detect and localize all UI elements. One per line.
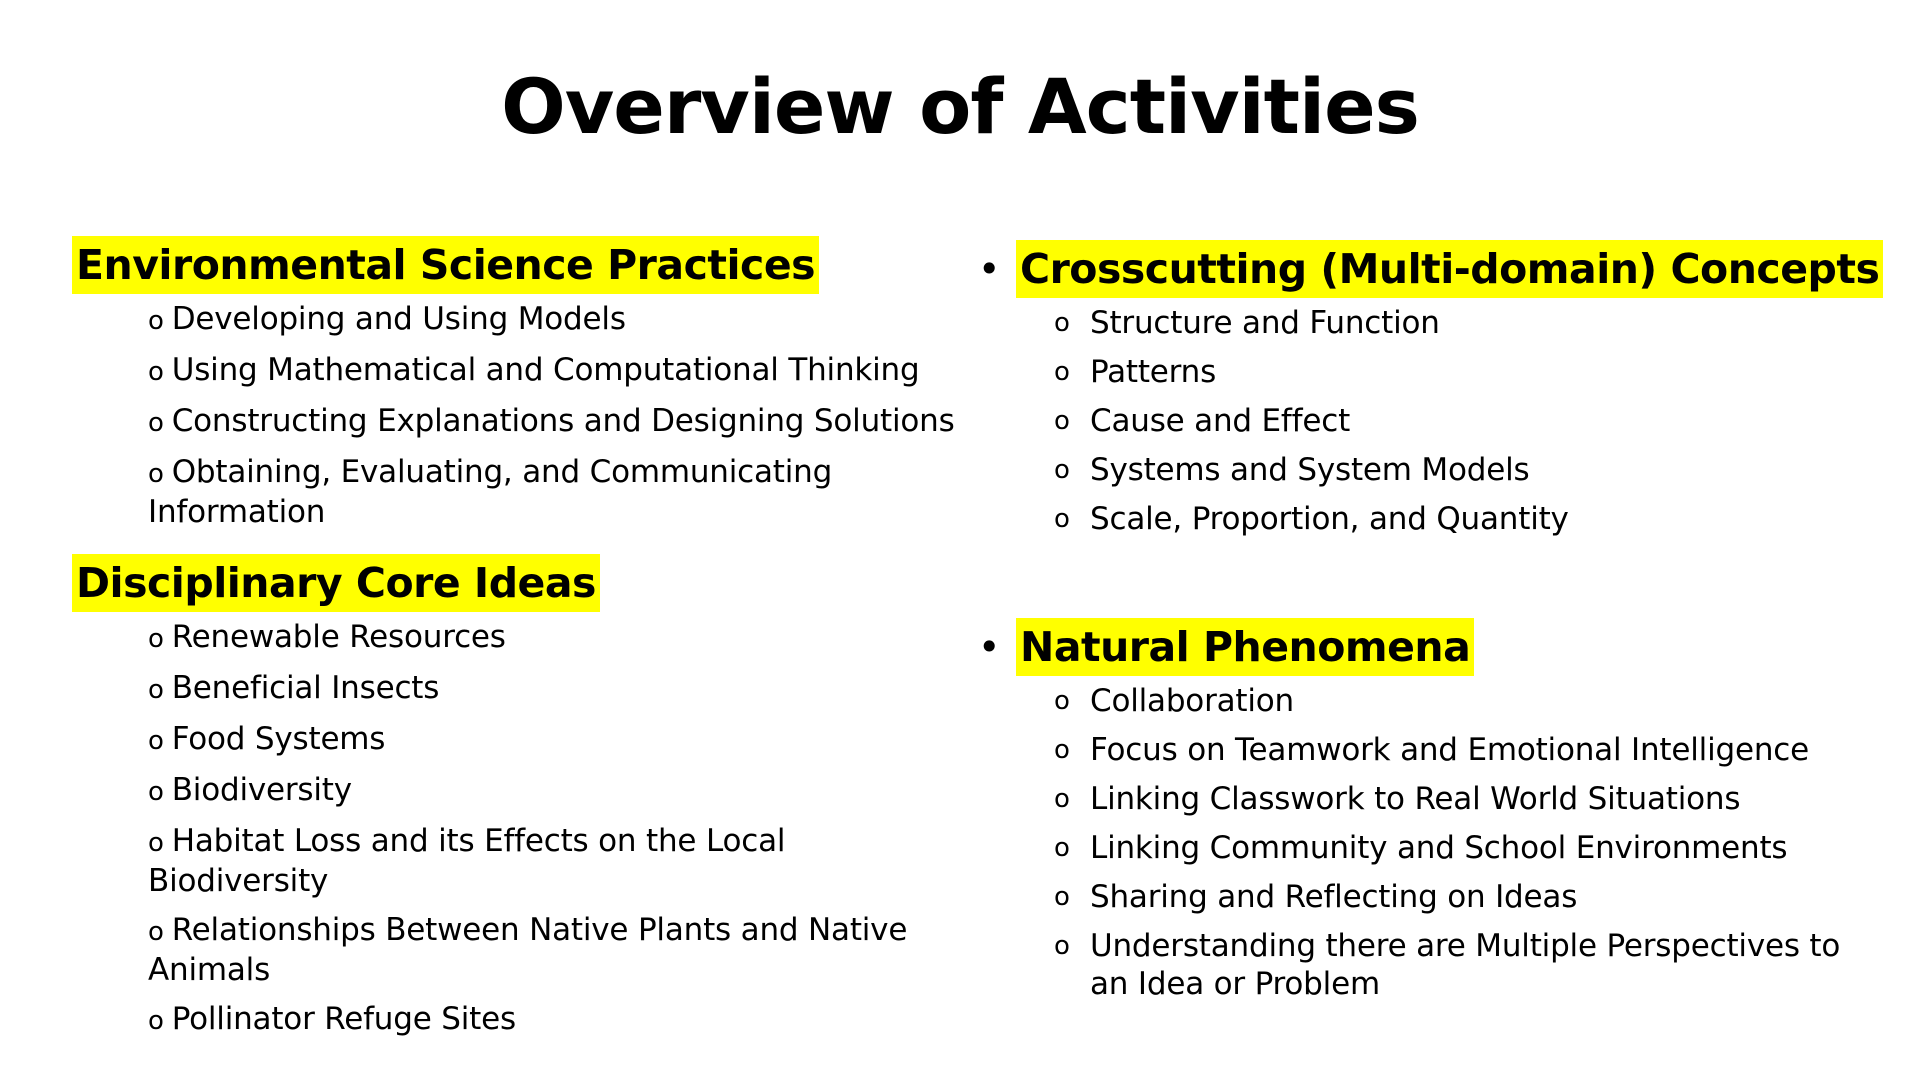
circle-marker-icon: o <box>1054 784 1070 814</box>
circle-marker-icon: o <box>1054 882 1070 912</box>
list-item: o Obtaining, Evaluating, and Communicating Information <box>148 454 833 530</box>
circle-marker-icon: o <box>148 357 164 387</box>
circle-marker-icon: o <box>1054 833 1070 863</box>
section-heading: Natural Phenomena <box>1016 618 1474 676</box>
circle-marker-icon: o <box>148 726 164 756</box>
list-item: o Constructing Explanations and Designing Solutions <box>148 402 1012 442</box>
section-disciplinary-core-ideas <box>72 554 972 1051</box>
list-item: o Patterns <box>1054 354 1217 390</box>
circle-marker-icon: o <box>1054 504 1070 534</box>
list-item: o Habitat Loss and its Effects on the Local Biodiversity <box>148 823 786 899</box>
list-item: o Cause and Effect <box>1054 403 1351 439</box>
circle-marker-icon: o <box>148 675 164 705</box>
circle-marker-icon: o <box>1054 931 1070 961</box>
circle-marker-icon: o <box>148 777 164 807</box>
item-list <box>1054 682 1854 1003</box>
item-list <box>148 618 908 1040</box>
circle-marker-icon: o <box>1054 686 1070 716</box>
circle-marker-icon: o <box>1054 406 1070 436</box>
circle-marker-icon: o <box>148 459 164 489</box>
section-crosscutting-concepts <box>978 240 1878 549</box>
circle-marker-icon: o <box>1054 735 1070 765</box>
section-natural-phenomena <box>978 618 1878 1014</box>
circle-marker-icon: o <box>1054 357 1070 387</box>
list-item: o Collaboration <box>1054 683 1295 719</box>
list-item: o Structure and Function <box>1054 305 1440 341</box>
circle-marker-icon: o <box>148 1006 164 1036</box>
bullet-icon: • <box>978 247 1001 291</box>
list-item: o Biodiversity <box>148 771 908 811</box>
circle-marker-icon: o <box>148 408 164 438</box>
bullet-icon: • <box>978 625 1001 669</box>
list-item: o Focus on Teamwork and Emotional Intelligence <box>1054 732 1810 768</box>
list-item: o Sharing and Reflecting on Ideas <box>1054 879 1578 915</box>
list-item: o Scale, Proportion, and Quantity <box>1054 501 1569 537</box>
slide-title: Overview of Activities <box>501 62 1419 151</box>
list-item: o Systems and System Models <box>1054 452 1530 488</box>
circle-marker-icon: o <box>148 828 164 858</box>
circle-marker-icon: o <box>148 917 164 947</box>
list-item: o Using Mathematical and Computational Thinking <box>148 351 1012 391</box>
circle-marker-icon: o <box>1054 308 1070 338</box>
section-environmental-science-practices <box>72 236 1012 542</box>
item-list <box>1054 304 1844 538</box>
circle-marker-icon: o <box>148 306 164 336</box>
list-item: o Pollinator Refuge Sites <box>148 1000 908 1040</box>
section-heading: Crosscutting (Multi-domain) Concepts <box>1016 240 1883 298</box>
item-list <box>148 300 1012 531</box>
circle-marker-icon: o <box>148 624 164 654</box>
section-heading: Disciplinary Core Ideas <box>72 554 600 612</box>
list-item: o Linking Community and School Environments <box>1054 830 1788 866</box>
list-item: o Renewable Resources <box>148 618 908 658</box>
list-item: o Linking Classwork to Real World Situations <box>1054 781 1741 817</box>
list-item: o Relationships Between Native Plants and Native Animals <box>148 912 908 988</box>
circle-marker-icon: o <box>1054 455 1070 485</box>
list-item: o Food Systems <box>148 720 908 760</box>
list-item: o Understanding there are Multiple Perspectives to an Idea or Problem <box>1054 928 1841 1002</box>
list-item: o Beneficial Insects <box>148 669 908 709</box>
list-item: o Developing and Using Models <box>148 300 1012 340</box>
section-heading: Environmental Science Practices <box>72 236 819 294</box>
